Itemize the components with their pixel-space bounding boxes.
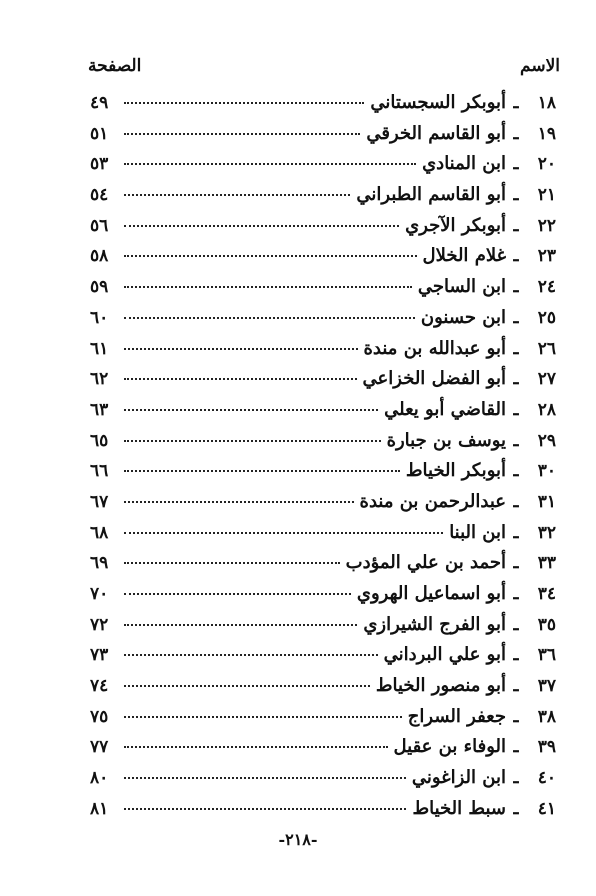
dot-leader (124, 378, 357, 380)
toc-entry (90, 123, 556, 154)
toc-entry (90, 522, 556, 553)
dot-leader (124, 501, 354, 503)
dot-leader (124, 562, 340, 564)
entry-page-number: ٦٨ (90, 522, 109, 543)
entry-number: ٢٣ (537, 246, 556, 267)
entry-page-number: ٦٢ (90, 369, 109, 390)
entry-number: ٤٠ (537, 768, 556, 789)
entry-number: ١٨ (537, 93, 556, 113)
entry-number: ٣٢ (537, 522, 556, 543)
toc-entry (90, 276, 556, 307)
entry-dash: ـ (513, 93, 519, 113)
entry-title: أبوبكر الخياط (405, 460, 506, 482)
entry-title: أبو الفضل الخزاعي (362, 368, 506, 390)
entry-title: أبوبكر السجستاني (370, 92, 506, 113)
entry-title: أبو اسماعيل الهروي (356, 583, 506, 604)
entry-page-number: ٥٤ (90, 185, 109, 206)
entry-dash: ـ (513, 737, 519, 758)
toc-entry (90, 583, 556, 614)
toc-entry (90, 215, 556, 246)
entry-dash: ـ (513, 246, 519, 267)
entry-number: ٢٨ (537, 399, 556, 420)
toc-entry (90, 368, 556, 399)
entry-title: أبو منصور الخياط (375, 675, 506, 697)
entry-dash: ـ (513, 123, 519, 144)
dot-leader (124, 746, 388, 748)
entry-dash: ـ (513, 399, 519, 420)
dot-leader (124, 225, 399, 227)
entry-dash: ـ (513, 768, 519, 789)
entry-dash: ـ (513, 154, 519, 175)
entry-dash: ـ (513, 522, 519, 543)
entry-page-number: ٦٣ (90, 399, 109, 420)
toc-entry (90, 92, 556, 123)
dot-leader (124, 593, 351, 595)
entry-title: القاضي أبو يعلي (384, 398, 506, 420)
entry-page-number: ٦٦ (90, 461, 109, 482)
entry-title: يوسف بن جبارة (386, 429, 506, 451)
entry-page-number: ٥٦ (90, 215, 109, 236)
entry-number: ٢٦ (537, 338, 556, 359)
entry-dash: ـ (513, 215, 519, 236)
entry-number: ١٩ (537, 123, 556, 144)
toc-entry (90, 460, 556, 491)
dot-leader (124, 716, 402, 718)
dot-leader (124, 317, 415, 319)
dot-leader (124, 102, 364, 104)
column-header-page: الصفحة (88, 56, 142, 76)
entry-page-number: ٦٩ (90, 553, 109, 574)
entry-title: ابن حسنون (420, 306, 506, 328)
dot-leader (124, 133, 360, 135)
toc-entry (90, 399, 556, 430)
entry-number: ٣٨ (537, 706, 556, 727)
entry-page-number: ٦٧ (90, 491, 109, 512)
entry-page-number: ٥١ (90, 123, 109, 144)
dot-leader (124, 685, 370, 687)
entry-title: أبو علي البرداني (383, 644, 506, 666)
dot-leader (124, 808, 406, 810)
entry-dash: ـ (513, 614, 519, 635)
entry-number: ٣١ (537, 491, 556, 512)
toc-entry (90, 491, 556, 522)
entry-dash: ـ (513, 676, 519, 697)
toc-entry (90, 706, 556, 737)
entry-page-number: ٨١ (90, 798, 109, 819)
entry-dash: ـ (513, 553, 519, 574)
entry-dash: ـ (513, 491, 519, 512)
entry-title: أبو الفرج الشيرازي (363, 613, 506, 635)
toc-entry (90, 798, 556, 829)
entry-number: ٢١ (537, 185, 556, 206)
entry-title: أبو القاسم الخرقي (366, 122, 506, 144)
entry-dash: ـ (513, 338, 519, 359)
entry-dash: ـ (513, 798, 519, 819)
entry-title: أحمد بن علي المؤدب (345, 552, 506, 574)
entry-dash: ـ (513, 369, 519, 390)
table-of-contents (90, 92, 556, 829)
dot-leader (124, 470, 400, 472)
entry-dash: ـ (513, 584, 519, 604)
toc-entry (90, 644, 556, 675)
dot-leader (124, 194, 350, 196)
entry-page-number: ٨٠ (90, 768, 109, 789)
entry-number: ٣٦ (537, 645, 556, 666)
entry-number: ٤١ (537, 798, 556, 819)
entry-title: أبو القاسم الطبراني (356, 184, 506, 206)
toc-entry (90, 153, 556, 184)
dot-leader (124, 654, 378, 656)
entry-number: ٣٩ (537, 737, 556, 758)
entry-page-number: ٥٨ (90, 246, 109, 267)
entry-number: ٢٩ (537, 430, 556, 451)
entry-title: عبدالرحمن بن مندة (359, 490, 506, 512)
toc-entry (90, 430, 556, 461)
toc-entry (90, 767, 556, 798)
toc-entry (90, 736, 556, 767)
entry-number: ٣٧ (537, 676, 556, 697)
entry-title: أبو عبدالله بن مندة (363, 337, 506, 359)
entry-number: ٣٣ (537, 553, 556, 574)
entry-page-number: ٧٥ (90, 706, 109, 727)
entry-dash: ـ (513, 430, 519, 451)
toc-entry (90, 338, 556, 369)
entry-title: أبوبكر الآجري (405, 214, 506, 236)
entry-dash: ـ (513, 185, 519, 206)
entry-page-number: ٤٩ (90, 93, 109, 113)
entry-title: غلام الخلال (422, 245, 506, 267)
entry-number: ٣٤ (537, 584, 556, 604)
entry-page-number: ٦١ (90, 338, 109, 359)
toc-entry (90, 552, 556, 583)
dot-leader (124, 624, 357, 626)
entry-number: ٢٠ (537, 154, 556, 175)
entry-title: ابن الزاغوني (411, 767, 506, 789)
entry-page-number: ٧٣ (90, 645, 109, 666)
dot-leader (124, 286, 412, 288)
entry-title: الوفاء بن عقيل (393, 736, 506, 758)
dot-leader (124, 255, 417, 257)
dot-leader (124, 163, 416, 165)
entry-page-number: ٧٢ (90, 614, 109, 635)
entry-page-number: ٥٣ (90, 154, 109, 175)
entry-page-number: ٧٠ (90, 584, 109, 604)
toc-entry (90, 614, 556, 645)
dot-leader (124, 409, 378, 411)
entry-title: ابن المنادي (422, 153, 506, 175)
entry-dash: ـ (513, 706, 519, 727)
dot-leader (124, 348, 358, 350)
entry-number: ٢٢ (537, 215, 556, 236)
entry-page-number: ٦٥ (90, 430, 109, 451)
entry-dash: ـ (513, 645, 519, 666)
entry-title: ابن الساجي (417, 276, 506, 298)
entry-number: ٢٧ (537, 369, 556, 390)
entry-number: ٣٥ (537, 614, 556, 635)
page-number: -٢١٨- (278, 830, 318, 849)
entry-title: جعفر السراج (407, 705, 506, 727)
entry-number: ٣٠ (537, 461, 556, 482)
entry-dash: ـ (513, 307, 519, 328)
dot-leader (124, 440, 381, 442)
entry-page-number: ٥٩ (90, 277, 109, 298)
toc-entry (90, 184, 556, 215)
entry-title: سبط الخياط (412, 797, 506, 819)
entry-number: ٢٤ (537, 277, 556, 298)
entry-page-number: ٧٧ (90, 737, 109, 758)
entry-page-number: ٦٠ (90, 307, 109, 328)
dot-leader (124, 532, 443, 534)
entry-dash: ـ (513, 461, 519, 482)
toc-entry (90, 245, 556, 276)
entry-dash: ـ (513, 277, 519, 298)
entry-page-number: ٧٤ (90, 676, 109, 697)
entry-number: ٢٥ (537, 307, 556, 328)
column-header-name: الاسم (520, 56, 560, 76)
entry-title: ابن البنا (449, 521, 506, 543)
toc-entry (90, 675, 556, 706)
toc-entry (90, 307, 556, 338)
dot-leader (124, 777, 406, 779)
